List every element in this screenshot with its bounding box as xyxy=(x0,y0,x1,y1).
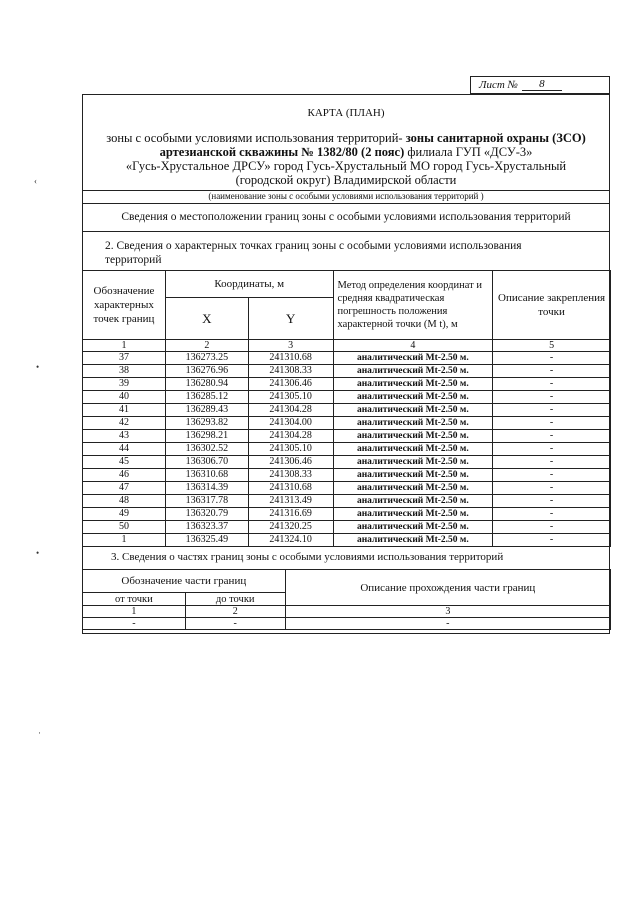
coord-y: 241308.33 xyxy=(248,469,333,482)
divider xyxy=(83,231,609,232)
sheet-label: Лист № xyxy=(479,79,518,91)
column-index: 1 xyxy=(83,340,166,352)
margin-mark: · xyxy=(38,728,41,738)
document-frame xyxy=(82,94,610,634)
zone-name-note: (наименование зоны с особыми условиями использования территорий ) xyxy=(208,191,484,201)
method: аналитический Mt-2.50 м. xyxy=(333,456,493,469)
point-number: 37 xyxy=(83,352,166,365)
col-desc-header: Описание закрепления точки xyxy=(493,271,611,340)
part-from-value: - xyxy=(83,618,186,630)
method: аналитический Mt-2.50 м. xyxy=(333,365,493,378)
point-description: - xyxy=(493,495,611,508)
col-from-header: от точки xyxy=(83,593,186,606)
col-passage-header: Описание прохождения части границ xyxy=(285,570,610,606)
zone-line2-bold: артезианской скважины № 1382/80 (2 пояс) xyxy=(159,145,405,159)
point-description: - xyxy=(493,352,611,365)
point-number: 48 xyxy=(83,495,166,508)
coord-x: 136298.21 xyxy=(165,430,248,443)
coord-y: 241304.28 xyxy=(248,430,333,443)
table-row xyxy=(83,430,611,443)
coord-y: 241320.25 xyxy=(248,521,333,534)
method: аналитический Mt-2.50 м. xyxy=(333,352,493,365)
sheet-number-box xyxy=(470,76,610,94)
coord-x: 136306.70 xyxy=(165,456,248,469)
method: аналитический Mt-2.50 м. xyxy=(333,495,493,508)
coord-y: 241310.68 xyxy=(248,352,333,365)
point-number: 40 xyxy=(83,391,166,404)
point-number: 44 xyxy=(83,443,166,456)
table-row xyxy=(83,404,611,417)
margin-mark: ‹ xyxy=(34,176,37,186)
table-row xyxy=(83,417,611,430)
table-row xyxy=(83,495,611,508)
point-number: 39 xyxy=(83,378,166,391)
table-row xyxy=(83,352,611,365)
table-row xyxy=(83,456,611,469)
coord-y: 241304.00 xyxy=(248,417,333,430)
table-row xyxy=(83,378,611,391)
col-y-header: Y xyxy=(248,298,333,340)
method: аналитический Mt-2.50 м. xyxy=(333,430,493,443)
method: аналитический Mt-2.50 м. xyxy=(333,443,493,456)
coord-x: 136302.52 xyxy=(165,443,248,456)
coord-x: 136325.49 xyxy=(165,534,248,547)
table-row xyxy=(83,508,611,521)
point-description: - xyxy=(493,391,611,404)
method: аналитический Mt-2.50 м. xyxy=(333,417,493,430)
point-description: - xyxy=(493,378,611,391)
zone-line1-bold: зоны санитарной охраны (ЗСО) xyxy=(405,131,586,145)
column-index-row xyxy=(83,340,611,352)
point-description: - xyxy=(493,521,611,534)
coord-y: 241313.49 xyxy=(248,495,333,508)
coord-x: 136276.96 xyxy=(165,365,248,378)
coord-x: 136320.79 xyxy=(165,508,248,521)
point-number: 43 xyxy=(83,430,166,443)
column-index: 3 xyxy=(285,606,610,618)
point-number: 41 xyxy=(83,404,166,417)
column-index: 3 xyxy=(248,340,333,352)
part-to-value: - xyxy=(185,618,285,630)
point-description: - xyxy=(493,443,611,456)
col-x-header: X xyxy=(165,298,248,340)
method: аналитический Mt-2.50 м. xyxy=(333,391,493,404)
point-description: - xyxy=(493,365,611,378)
table-row xyxy=(83,443,611,456)
point-description: - xyxy=(493,508,611,521)
point-number: 38 xyxy=(83,365,166,378)
table-row xyxy=(83,534,611,547)
point-description: - xyxy=(493,430,611,443)
column-index: 2 xyxy=(165,340,248,352)
coord-y: 241305.10 xyxy=(248,391,333,404)
section3-heading: 3. Сведения о частях границ зоны с особыми условиями использования территорий xyxy=(111,551,504,563)
column-index: 1 xyxy=(83,606,186,618)
point-number: 47 xyxy=(83,482,166,495)
point-description: - xyxy=(493,534,611,547)
section1-heading: Сведения о местоположении границ зоны с особыми условиями использования территорий xyxy=(121,211,571,223)
col-part-header: Обозначение части границ xyxy=(83,570,286,593)
section2-line2: территорий xyxy=(105,254,162,266)
boundary-parts-table xyxy=(82,569,611,630)
method: аналитический Mt-2.50 м. xyxy=(333,521,493,534)
coord-x: 136289.43 xyxy=(165,404,248,417)
point-description: - xyxy=(493,404,611,417)
coord-y: 241306.46 xyxy=(248,378,333,391)
point-description: - xyxy=(493,456,611,469)
sheet-number: 8 xyxy=(522,79,562,91)
coord-x: 136280.94 xyxy=(165,378,248,391)
zone-description xyxy=(83,131,609,187)
points-table xyxy=(82,270,611,547)
method: аналитический Mt-2.50 м. xyxy=(333,508,493,521)
col-coords-header: Координаты, м xyxy=(165,271,333,298)
point-number: 49 xyxy=(83,508,166,521)
point-number: 50 xyxy=(83,521,166,534)
table-row xyxy=(83,469,611,482)
col-point-header: Обозначение характерных точек границ xyxy=(83,271,166,340)
coord-y: 241305.10 xyxy=(248,443,333,456)
margin-mark: • xyxy=(36,362,40,372)
point-description: - xyxy=(493,482,611,495)
point-number: 42 xyxy=(83,417,166,430)
coord-y: 241306.46 xyxy=(248,456,333,469)
margin-mark: • xyxy=(36,548,40,558)
section2-heading xyxy=(83,239,609,267)
point-number: 46 xyxy=(83,469,166,482)
zone-line1-prefix: зоны с особыми условиями использования территорий- xyxy=(106,131,406,145)
coord-x: 136273.25 xyxy=(165,352,248,365)
map-title: КАРТА (ПЛАН) xyxy=(307,107,385,119)
zone-line2-rest: филиала ГУП «ДСУ-3» xyxy=(404,145,533,159)
zone-line3: «Гусь-Хрустальное ДРСУ» город Гусь-Хрустальный МО город Гусь-Хрустальный xyxy=(125,159,567,173)
column-index: 5 xyxy=(493,340,611,352)
coord-x: 136314.39 xyxy=(165,482,248,495)
col-to-header: до точки xyxy=(185,593,285,606)
point-description: - xyxy=(493,417,611,430)
coord-y: 241316.69 xyxy=(248,508,333,521)
col-method-header: Метод определения координат и средняя квадратическая погрешность положения характерной точки (М t), м xyxy=(333,271,493,340)
table-row xyxy=(83,521,611,534)
table-row xyxy=(83,391,611,404)
coord-y: 241310.68 xyxy=(248,482,333,495)
coord-x: 136285.12 xyxy=(165,391,248,404)
method: аналитический Mt-2.50 м. xyxy=(333,534,493,547)
table-row xyxy=(83,482,611,495)
coord-y: 241308.33 xyxy=(248,365,333,378)
coord-x: 136293.82 xyxy=(165,417,248,430)
point-number: 1 xyxy=(83,534,166,547)
zone-line4: (городской округ) Владимирской области xyxy=(235,173,457,187)
section2-line1: 2. Сведения о характерных точках границ зоны с особыми условиями использования xyxy=(105,240,522,252)
coord-x: 136317.78 xyxy=(165,495,248,508)
point-description: - xyxy=(493,469,611,482)
coord-x: 136310.68 xyxy=(165,469,248,482)
part-passage-value: - xyxy=(285,618,610,630)
divider xyxy=(83,203,609,204)
method: аналитический Mt-2.50 м. xyxy=(333,482,493,495)
method: аналитический Mt-2.50 м. xyxy=(333,469,493,482)
coord-y: 241304.28 xyxy=(248,404,333,417)
method: аналитический Mt-2.50 м. xyxy=(333,404,493,417)
column-index: 2 xyxy=(185,606,285,618)
point-number: 45 xyxy=(83,456,166,469)
column-index: 4 xyxy=(333,340,493,352)
table-row xyxy=(83,365,611,378)
coord-x: 136323.37 xyxy=(165,521,248,534)
coord-y: 241324.10 xyxy=(248,534,333,547)
method: аналитический Mt-2.50 м. xyxy=(333,378,493,391)
